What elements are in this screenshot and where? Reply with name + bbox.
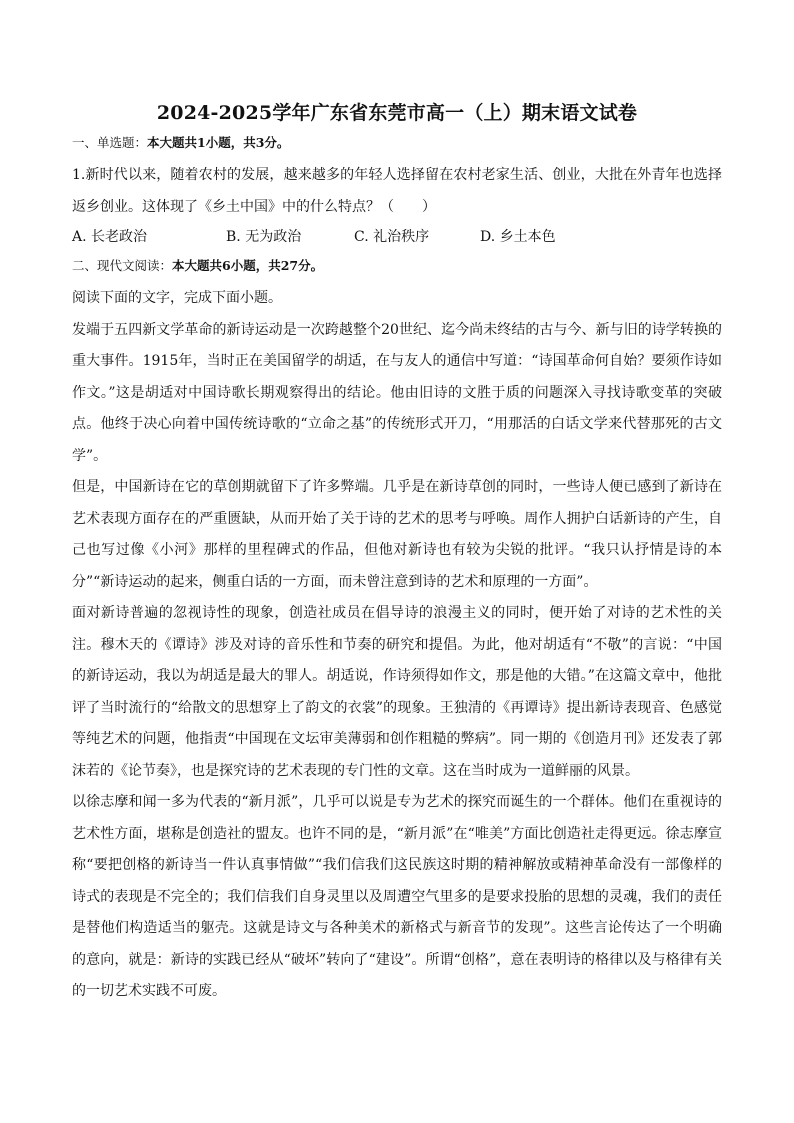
option-d: D. 乡土本色 — [480, 229, 556, 245]
reading-paragraph: 但是，中国新诗在它的草创期就留下了许多弊端。几乎是在新诗草创的同时，一些诗人便已感到了新诗在艺术表现方面存在的严重匮缺，从而开始了关于诗的艺术的思考与呼唤。周作人拥护白话新诗的产生，自己也写过像《小河》那样的里程碑式的作品，但他对新诗也有较为尖锐的批评。“我只认抒情是诗的本分”“新诗运动的起来，侧重白话的一方面，而未曾注意到诗的艺术和原理的一方面”。 — [72, 479, 722, 590]
option-c: C. 礼治秩序 — [354, 229, 430, 245]
section-2-header-prefix: 二、现代文阅读： — [72, 258, 173, 273]
section-1-header-detail: 本大题共1小题，共3分。 — [147, 135, 290, 150]
exam-title: 2024-2025学年广东省东莞市高一（上）期末语文试卷 — [156, 102, 638, 124]
option-a: A. 长老政治 — [72, 229, 148, 245]
option-b: B. 无为政治 — [226, 229, 302, 245]
reading-paragraph: 发端于五四新文学革命的新诗运动是一次跨越整个20世纪、迄今尚未终结的古与今、新与旧的诗学转换的重大事件。1915年，当时正在美国留学的胡适，在与友人的通信中写道：“诗国革命何自始？要须作诗如作文。”这是胡适对中国诗歌长期观察得出的结论。他由旧诗的文胜于质的问题深入寻找诗歌变革的突破点。他终于决心向着中国传统诗歌的“立命之基”的传统形式开刀，“用那活的白话文学来代替那死的古文学”。 — [72, 321, 722, 464]
section-2-header-detail: 本大题共6小题，共27分。 — [172, 258, 324, 273]
question-1-stem: 1.新时代以来，随着农村的发展，越来越多的年轻人选择留在农村老家生活、创业，大批在外青年也选择返乡创业。这体现了《乡土中国》中的什么特点？（ ） — [72, 167, 722, 215]
exam-page — [72, 100, 722, 1008]
reading-paragraph: 以徐志摩和闻一多为代表的“新月派”，几乎可以说是专为艺术的探究而诞生的一个群体。他们在重视诗的艺术性方面，堪称是创造社的盟友。也许不同的是，“新月派”在“唯美”方面比创造社走得更远。徐志摩宣称“要把创格的新诗当一件认真事情做”“我们信我们这民族这时期的精神解放或精神革命没有一部像样的诗式的表现是不完全的；我们信我们自身灵里以及周遭空气里多的是要求投胎的思想的灵魂，我们的责任是替他们构造适当的躯壳。这就是诗文与各种美术的新格式与新音节的发现”。这些言论传达了一个明确的意向，就是：新诗的实践已经从“破坏”转向了“建设”。所谓“创格”，意在表明诗的格律以及与格律有关的一切艺术实践不可废。 — [72, 794, 722, 999]
section-1-header-prefix: 一、单选题： — [72, 135, 148, 150]
reading-instruction: 阅读下面的文字，完成下面小题。 — [72, 290, 282, 306]
question-1-options — [72, 223, 722, 251]
section-2-header — [72, 257, 722, 275]
reading-paragraph: 面对新诗普遍的忽视诗性的现象，创造社成员在倡导诗的浪漫主义的同时，便开始了对诗的艺术性的关注。穆木天的《谭诗》涉及对诗的音乐性和节奏的研究和提倡。为此，他对胡适有“不敬”的言说：“中国的新诗运动，我以为胡适是最大的罪人。胡适说，作诗须得如作文，那是他的大错。”在这篇文章中，他批评了当时流行的“给散文的思想穿上了韵文的衣裳”的现象。王独清的《再谭诗》提出新诗表现音、色感觉等纯艺术的问题，他指责“中国现在文坛审美薄弱和创作粗糙的弊病”。同一期的《创造月刊》还发表了郭沫若的《论节奏》，也是探究诗的艺术表现的专门性的文章。这在当时成为一道鲜丽的风景。 — [72, 605, 722, 779]
section-1-header — [72, 134, 722, 152]
